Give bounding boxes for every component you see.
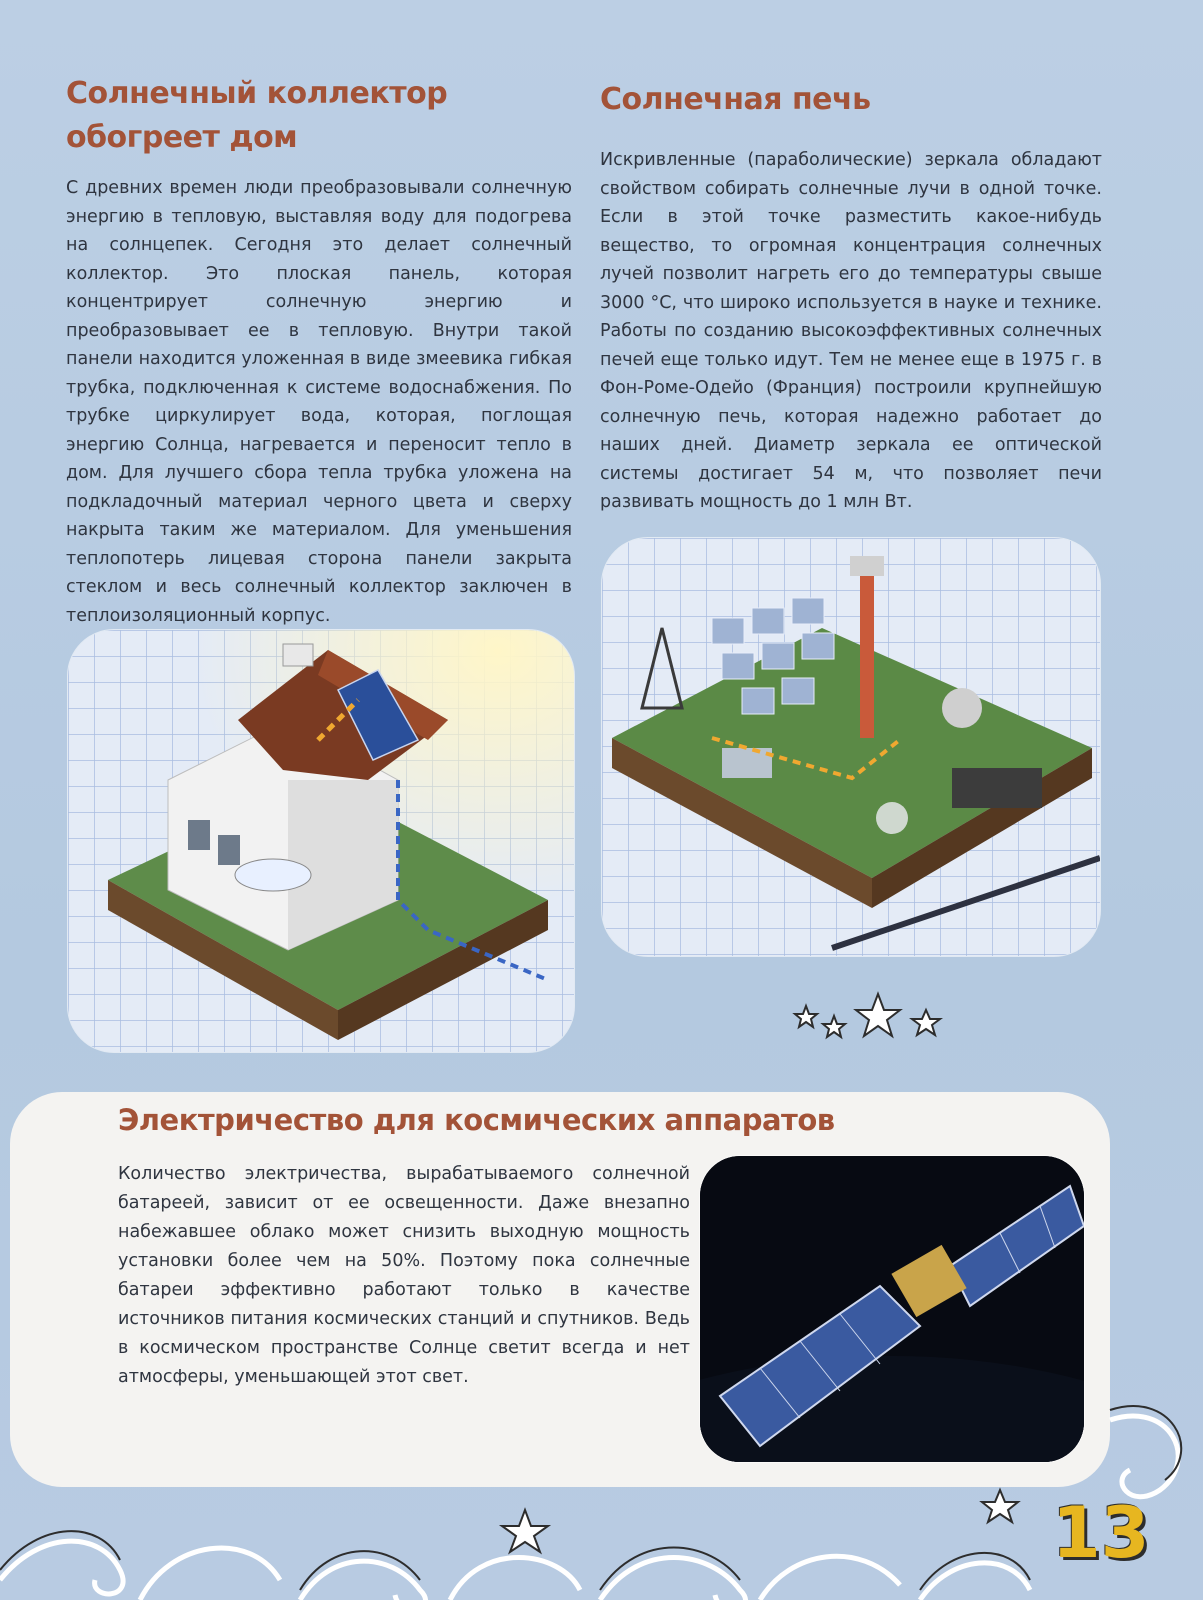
left-section-body: С древних времен люди преобразовывали солнечную энергию в тепловую, выставляя воду для подогрева на солнцепек. Сегодня это делает солнечный коллектор. Это плоская панель, которая концентрирует солнечную энергию и преобразовывает ее в тепловую. Внутри такой панели находится уложенная в виде змеевика гибкая трубка, подключенная к системе водоснабжения. По трубке циркулирует вода, которая, поглощая энергию Солнца, нагревается и переносит тепло в дом. Для лучшего сбора тепла трубка уложена на подкладочный материал черного цвета и сверху накрыта таким же материалом. Для уменьшения теплопотерь лицевая сторона панели закрыта стеклом и весь солнечный коллектор заключен в теплоизоляционный корпус. xyxy=(66,178,572,626)
bottom-section-body: Количество электричества, вырабатываемого солнечной батареей, зависит от ее освещенности. Даже внезапно набежавшее облако может снизить выходную мощность установки более чем на 50%. Поэтому пока солнечные батареи эффективно работают только в качестве источников питания космических станций и спутников. Ведь в космическом пространстве Солнце светит всегда и нет атмосферы, уменьшающей этот свет. xyxy=(118,1164,690,1387)
swirl-border-decoration xyxy=(0,1380,1203,1600)
left-section-title: Солнечный коллектор обогреет дом xyxy=(66,76,448,155)
right-section-title: Солнечная печь xyxy=(600,82,871,117)
solar-house-illustration xyxy=(68,630,574,1052)
solar-house-drawing xyxy=(68,630,574,1052)
bottom-section-title: Электричество для космических аппаратов xyxy=(118,1103,835,1137)
solar-furnace-illustration xyxy=(602,538,1100,956)
page-number: 13 xyxy=(1052,1492,1150,1574)
stars-decoration xyxy=(786,988,956,1048)
right-section-body: Искривленные (параболические) зеркала обладают свойством собирать солнечные лучи в одной точке. Если в этой точке разместить какое-нибудь вещество, то огромная концентрация солнечных лучей позволит нагреть его до температуры свыше 3000 °С, что широко используется в науке и технике. Работы по созданию высокоэффективных солнечных печей еще только идут. Тем не менее еще в 1975 г. в Фон-Роме-Одейо (Франция) построили крупнейшую солнечную печь, которая надежно работает до наших дней. Диаметр зеркала ее оптической системы достигает 54 м, что позволяет печи развивать мощность до 1 млн Вт. xyxy=(600,150,1102,512)
solar-furnace-drawing xyxy=(602,538,1100,956)
